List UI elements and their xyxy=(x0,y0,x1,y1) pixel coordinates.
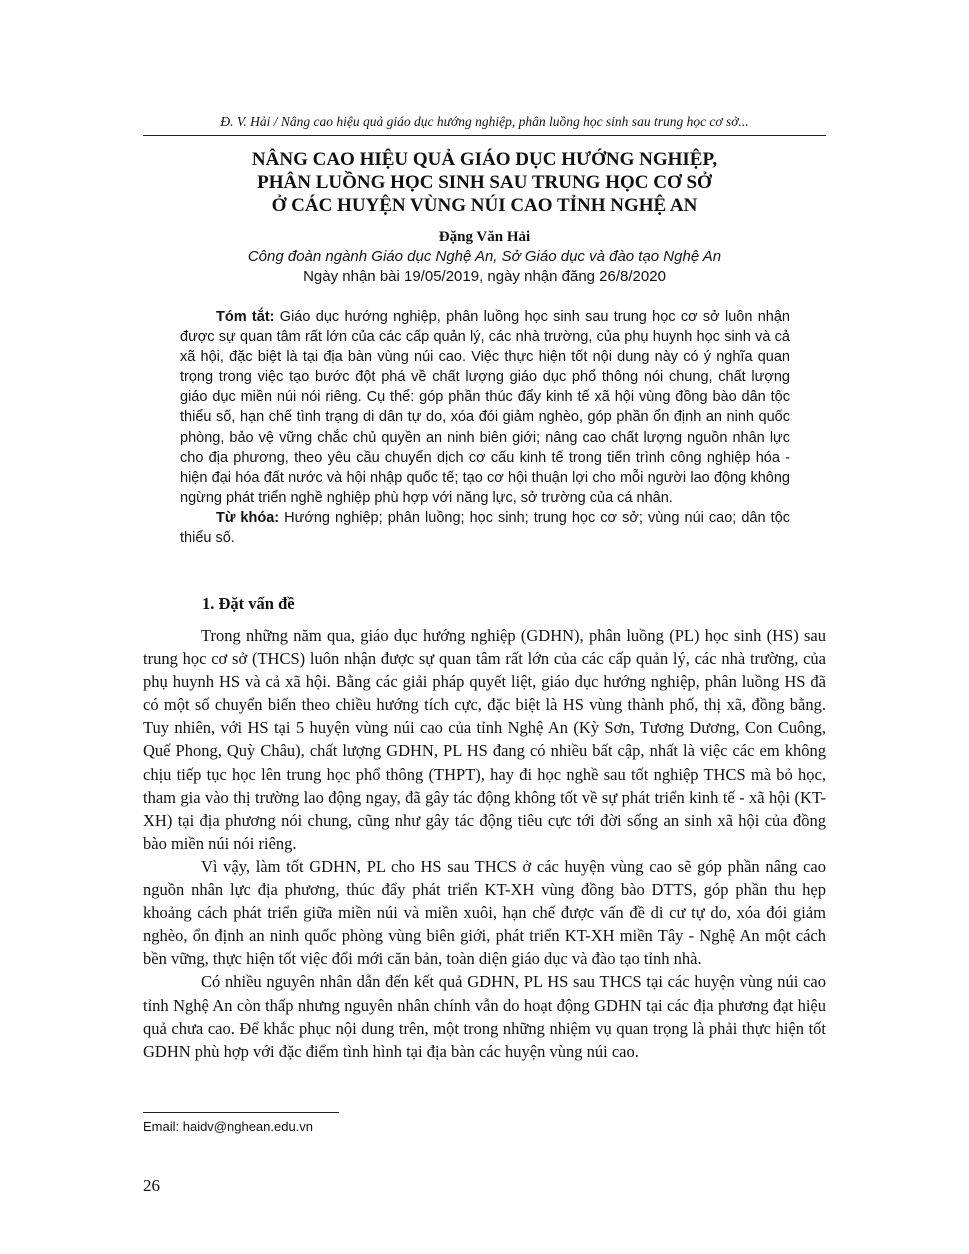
abstract-block xyxy=(180,307,790,548)
body-paragraph-2: Vì vậy, làm tốt GDHN, PL cho HS sau THCS ở các huyện vùng cao sẽ góp phần nâng cao nguồn nhân lực địa phương, thúc đẩy phát triển KT-XH vùng đồng bào DTTS, góp phần thu hẹp khoảng cách phát triển giữa miền núi và miền xuôi, hạn chế được vấn đề di cư tự do, xóa đói giảm nghèo, ổn định an ninh quốc phòng vùng biên giới, phát triển KT-XH miền Tây - Nghệ An một cách bền vững, thực hiện tốt việc đổi mới căn bản, toàn diện giáo dục và đào tạo tỉnh nhà. xyxy=(143,856,826,969)
title-line-3: Ở CÁC HUYỆN VÙNG NÚI CAO TỈNH NGHỆ AN xyxy=(271,195,698,216)
footnote-divider xyxy=(143,1112,339,1113)
body-paragraph-1: Trong những năm qua, giáo dục hướng nghiệp (GDHN), phân luồng (PL) học sinh (HS) sau trung học cơ sở (THCS) luôn nhận được sự quan tâm rất lớn của các cấp quản lý, các nhà trường, của phụ huynh HS và cả xã hội. Bằng các giải pháp quyết liệt, giáo dục hướng nghiệp, phân luồng HS đã có một số chuyển biến theo chiều hướng tích cực, đặc biệt là HS vùng thành phố, thị xã, đồng bằng. Tuy nhiên, với HS tại 5 huyện vùng núi cao của tỉnh Nghệ An (Kỳ Sơn, Tương Dương, Con Cuông, Quế Phong, Quỳ Châu), chất lượng GDHN, PL HS đang có nhiều bất cập, nhất là việc các em không chịu tiếp tục học lên trung học phổ thông (THPT), hay đi học nghề sau tốt nghiệp THCS mà bỏ học, tham gia vào thị trường lao động ngay, đã gây tác động không tốt về sự phát triển kinh tế - xã hội (KT-XH) tại địa phương nói chung, cũng như gây tác động tiêu cực tới đời sống an sinh xã hội của đồng bào miền núi nói riêng. xyxy=(143,626,826,853)
author-name: Đặng Văn Hải xyxy=(438,229,531,245)
running-head: Đ. V. Hải / Nâng cao hiệu quả giáo dục hướng nghiệp, phân luồng học sinh sau trung học cơ sở... xyxy=(143,113,826,136)
section-heading: 1. Đặt vấn đề xyxy=(202,594,295,613)
article-title xyxy=(143,148,826,217)
received-accepted-dates: Ngày nhận bài 19/05/2019, ngày nhận đăng 26/8/2020 xyxy=(303,268,666,285)
abstract-text: Giáo dục hướng nghiệp, phân luồng học sinh sau trung học cơ sở luôn nhận được sự quan tâm rất lớn của các cấp quản lý, các nhà trường, của phụ huynh học sinh và cả xã hội, đặc biệt là tại địa bàn vùng núi cao. Việc thực hiện tốt nội dung này có ý nghĩa quan trọng trong việc tạo bước đột phá về chất lượng giáo dục phổ thông nói chung, chất lượng giáo dục miền núi nói riêng. Cụ thể: góp phần thúc đẩy kinh tế xã hội vùng đồng bào dân tộc thiểu số, hạn chế tình trạng di dân tự do, xóa đói giảm nghèo, góp phần ổn định an ninh quốc phòng, bảo vệ vững chắc chủ quyền an ninh biên giới; nâng cao chất lượng nguồn nhân lực cho địa phương, theo yêu cầu chuyển dịch cơ cấu kinh tế trong tiến trình công nghiệp hóa - hiện đại hóa đất nước và hội nhập quốc tế; tạo cơ hội thuận lợi cho mỗi người lao động không ngừng phát triển nghề nghiệp phù hợp với năng lực, sở trường của cá nhân. xyxy=(180,309,791,506)
abstract-label: Tóm tắt: xyxy=(216,309,275,325)
page-number: 26 xyxy=(143,1176,160,1195)
keywords-text: Hướng nghiệp; phân luồng; học sinh; trung học cơ sở; vùng núi cao; dân tộc thiểu số. xyxy=(180,509,791,547)
title-line-1: NÂNG CAO HIỆU QUẢ GIÁO DỤC HƯỚNG NGHIỆP, xyxy=(251,149,718,170)
author-affiliation: Công đoàn ngành Giáo dục Nghệ An, Sở Giáo dục và đào tạo Nghệ An xyxy=(247,248,722,265)
abstract-paragraph xyxy=(180,307,790,508)
body-paragraph-3: Có nhiều nguyên nhân dẫn đến kết quả GDHN, PL HS sau THCS tại các huyện vùng núi cao tỉnh Nghệ An còn thấp nhưng nguyên nhân chính vẫn do hoạt động GDHN tại các địa phương đạt hiệu quả chưa cao. Để khắc phục nội dung trên, một trong những nhiệm vụ quan trọng là phải thực hiện tốt GDHN phù hợp với đặc điểm tình hình tại địa bàn các huyện vùng núi cao. xyxy=(143,972,826,1061)
keywords-paragraph xyxy=(180,508,790,548)
title-line-2: PHÂN LUỒNG HỌC SINH SAU TRUNG HỌC CƠ SỞ xyxy=(257,172,712,193)
body-text xyxy=(143,624,826,1063)
footnote-email: Email: haidv@nghean.edu.vn xyxy=(143,1119,314,1134)
keywords-label: Từ khóa: xyxy=(216,509,280,526)
